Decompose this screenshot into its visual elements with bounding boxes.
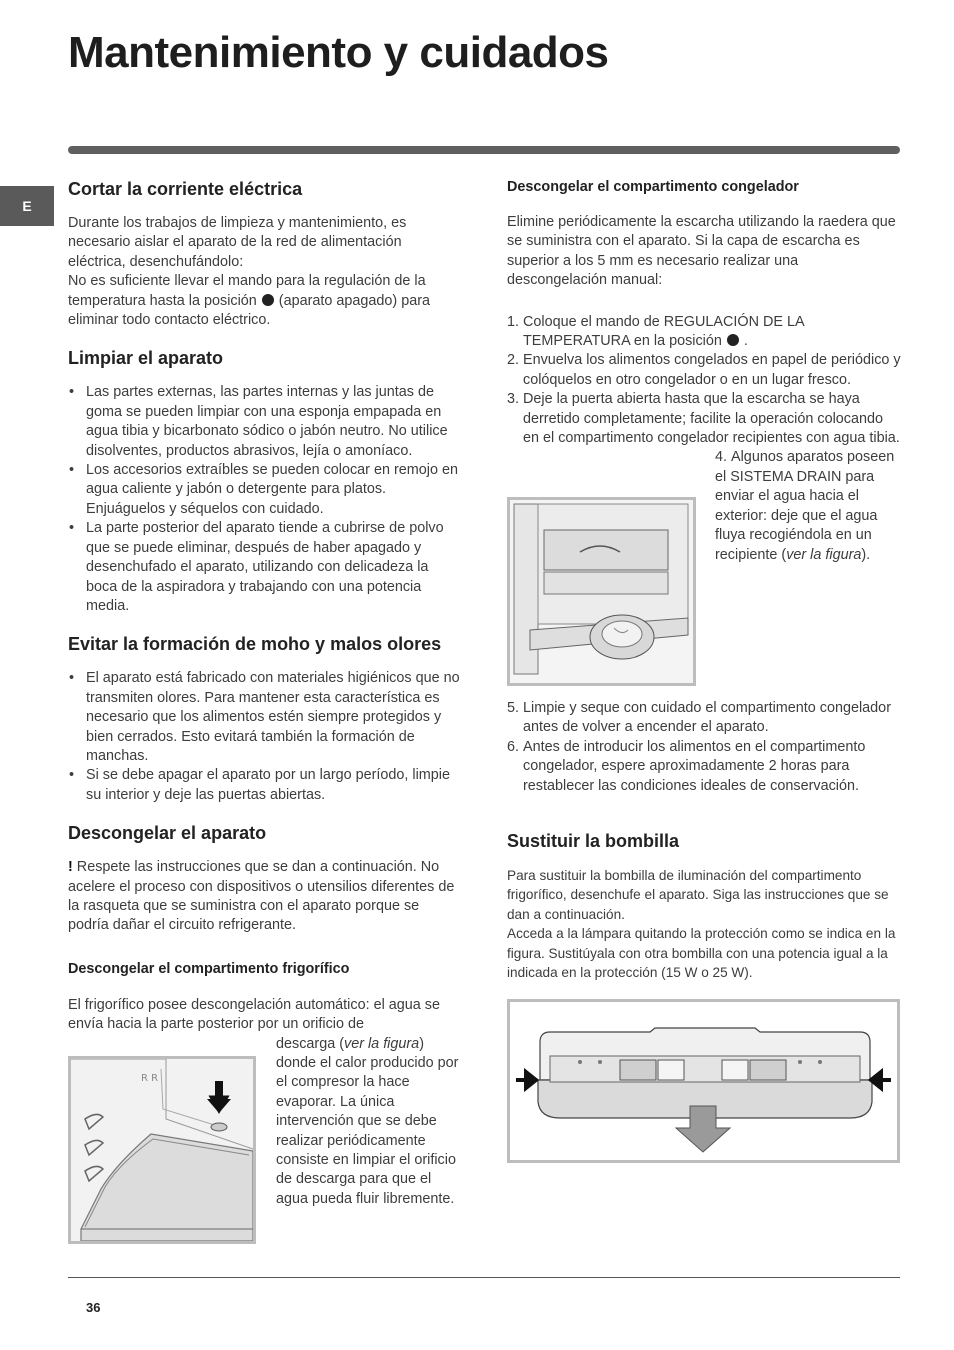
freezer-drain-figure — [507, 497, 696, 686]
fridge-drain-illustration — [71, 1059, 253, 1241]
list-item: 1. Coloque el mando de REGULACIÓN DE LA TEMPERATURA en la posición . — [507, 313, 804, 350]
warning-paragraph: ! Respete las instrucciones que se dan a continuación. No acelere el proceso con dispositivos o utensilios diferentes de la rasqueta que se suministra con el aparato porque se podría dañar el circuito refrigerante. — [68, 859, 455, 934]
page-number: 36 — [86, 1300, 101, 1315]
list-item: • El aparato está fabricado con materiales higiénicos que no transmiten olores. Para mantener esta característica es necesario que los alimentos estén siempre protegidos y bien cerrados. Esto evitará también la formación de manchas. — [68, 669, 460, 766]
warning-icon: ! — [68, 859, 73, 876]
lamp-cover-illustration — [510, 1002, 897, 1160]
heading-sustituir-bombilla: Sustituir la bombilla — [507, 831, 680, 852]
paragraph: Elimine periódicamente la escarcha utilizando la raedera que se suministra con el aparato. Si la capa de escarcha es superior a los 5 mm es necesario realizar una descongelación manual: — [507, 214, 896, 289]
paragraph: No es suficiente llevar el mando para la regulación de la temperatura hasta la posición (aparato apagado) para eliminar todo contacto eléctrico. — [68, 273, 431, 329]
list-item: 6. Antes de introducir los alimentos en el compartimento congelador, espere aproximadamente 2 horas para restablecer las condiciones ideales de conservación. — [507, 738, 866, 794]
bullet-list — [68, 383, 460, 616]
paragraph: descarga (ver la figura) donde el calor producido por el compresor la hace evaporar. La única intervención que se debe realizar periódicamente consiste en limpiar el orificio de descarga para que el agua pueda fluir libremente. — [276, 1035, 459, 1207]
fridge-drain-figure — [68, 1056, 256, 1244]
language-tab: E — [0, 186, 54, 226]
list-item: 2. Envuelva los alimentos congelados en papel de periódico y colóquelos en otro congelador o en un lugar fresco. — [507, 352, 901, 388]
bullet-list — [68, 669, 460, 805]
heading-limpiar-aparato: Limpiar el aparato — [68, 348, 224, 369]
svg-text:R R: R R — [141, 1073, 159, 1084]
paragraph: Para sustituir la bombilla de iluminación del compartimento frigorífico, desenchufe el aparato. Siga las instrucciones que se dan a continuación. — [507, 868, 889, 922]
list-item: • Las partes externas, las partes internas y las juntas de goma se pueden limpiar con una esponja empapada en agua tibia y bicarbonato sódico o jabón neutro. No utilice disolventes, productos abrasivos, lejía o amoníaco. — [68, 383, 460, 461]
left-column — [68, 178, 460, 1209]
paragraph: Acceda a la lámpara quitando la protección como se indica en la figura. Sustitúyala con otra bombilla con una potencia igual a la indicada en la protección (15 W o 25 W). — [507, 926, 896, 981]
heading-descongelar-aparato: Descongelar el aparato — [68, 823, 267, 844]
list-item: 3. Deje la puerta abierta hasta que la escarcha se haya derretido completamente; facilite la operación colocando en el compartimento congelador recipientes con agua tibia. — [507, 391, 900, 447]
heading-descongelar-congelador: Descongelar el compartimento congelador — [507, 179, 799, 195]
right-column-continued — [507, 699, 901, 982]
heading-cortar-corriente: Cortar la corriente eléctrica — [68, 179, 303, 199]
off-position-icon — [727, 334, 739, 346]
lamp-cover-figure — [507, 999, 900, 1163]
page-title: Mantenimiento y cuidados — [68, 28, 609, 77]
steps-list — [507, 313, 901, 449]
freezer-drain-illustration — [510, 500, 693, 683]
heading-evitar-moho: Evitar la formación de moho y malos olores — [68, 634, 442, 655]
steps-list — [507, 699, 901, 796]
list-item: • La parte posterior del aparato tiende a cubrirse de polvo que se puede eliminar, después de haber apagado y desenchufado el aparato, utilizando con delicadeza la boca de la aspiradora y trabajando con una potencia media. — [68, 519, 460, 616]
list-item: • Los accesorios extraíbles se pueden colocar en remojo en agua caliente y jabón o detergente para platos. Enjuáguelos y séquelos con cuidado. — [68, 461, 460, 519]
paragraph: Durante los trabajos de limpieza y mantenimiento, es necesario aislar el aparato de la red de alimentación eléctrica, desenchufándolo: — [68, 215, 407, 270]
footer-rule — [68, 1277, 900, 1278]
paragraph: El frigorífico posee descongelación automático: el agua se envía hacia la parte posterior por un orificio de — [68, 996, 440, 1033]
step-4: 4. Algunos aparatos poseen el SISTEMA DRAIN para enviar el agua hacia el exterior: deje que el agua fluya recogiéndola en un recipiente (ver la figura). — [715, 449, 895, 563]
list-item: • Si se debe apagar el aparato por un largo período, limpie su interior y deje las puertas abiertas. — [68, 766, 460, 805]
heading-descongelar-frigorifico: Descongelar el compartimento frigorífico — [68, 960, 350, 977]
header-rule — [68, 146, 900, 154]
list-item: 5. Limpie y seque con cuidado el compartimento congelador antes de volver a encender el aparato. — [507, 700, 891, 736]
off-position-icon — [262, 294, 274, 306]
